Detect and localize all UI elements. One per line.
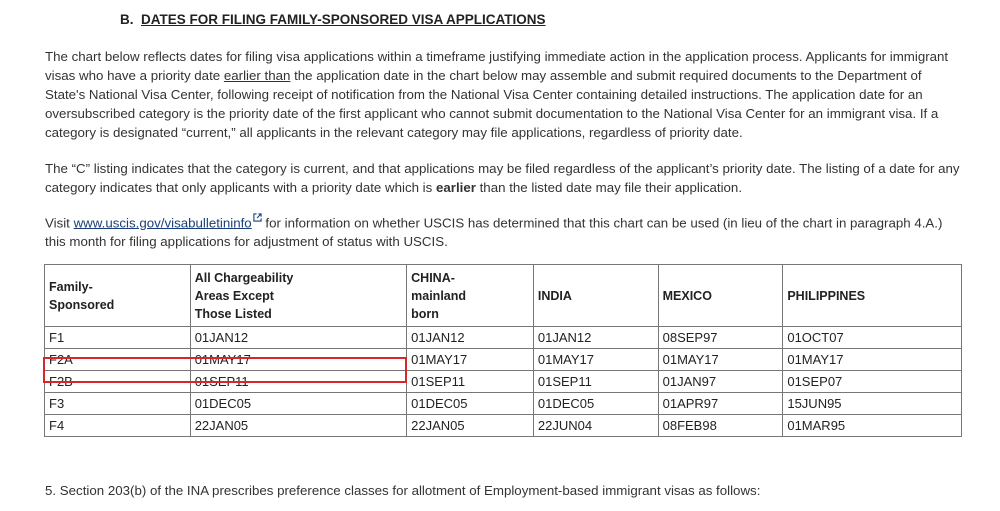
table-cell: 01MAY17 — [658, 349, 783, 371]
table-cell: 01MAY17 — [533, 349, 658, 371]
uscis-visa-bulletin-link[interactable]: www.uscis.gov/visabulletininfo — [73, 215, 252, 231]
table-cell: 01OCT07 — [783, 327, 962, 349]
header-line: Family- — [49, 279, 93, 294]
table-cell: 01DEC05 — [533, 393, 658, 415]
table-cell: 01MAY17 — [783, 349, 962, 371]
paragraph-current-listing — [45, 159, 965, 197]
header-line: All Chargeability — [194, 270, 294, 285]
header-line: mainland — [411, 288, 467, 303]
section-heading — [120, 12, 546, 27]
header-line: Those Listed — [194, 306, 272, 321]
table-cell: 22JUN04 — [533, 415, 658, 437]
paragraph-text: The chart below reflects dates for filing visa applications within a timeframe justifying immediate action in the application process. Applicants for immigrant visas who have a priority date — [45, 49, 949, 83]
table-cell: F2B — [45, 371, 191, 393]
table-cell: 22JAN05 — [407, 415, 534, 437]
table-cell: F3 — [45, 393, 191, 415]
table-cell: F2A — [45, 349, 191, 371]
header-family-sponsored — [45, 265, 191, 327]
external-link-icon — [253, 210, 262, 229]
footer-section-5: 5. Section 203(b) of the INA prescribes preference classes for allotment of Employment-based immigrant visas as follows: — [45, 483, 761, 498]
table-cell: 01DEC05 — [190, 393, 406, 415]
paragraph-text: than the listed date may file their application. — [475, 180, 743, 195]
header-all-chargeability — [190, 265, 406, 327]
table-cell: 01MAY17 — [407, 349, 534, 371]
table-row-f4 — [45, 415, 962, 437]
table-cell: 22JAN05 — [190, 415, 406, 437]
table-row-f2a — [45, 349, 962, 371]
table-cell: 01MAY17 — [190, 349, 406, 371]
header-philippines: PHILIPPINES — [783, 265, 962, 327]
underlined-earlier-than: earlier than — [223, 68, 291, 83]
paragraph-text: Visit — [45, 215, 74, 231]
table-cell: 01JAN12 — [407, 327, 534, 349]
header-mexico: MEXICO — [658, 265, 783, 327]
header-line: Sponsored — [49, 297, 115, 312]
table-cell: F4 — [45, 415, 191, 437]
header-line: born — [411, 306, 439, 321]
paragraph-text: The “C” listing indicates that the category is current, and that applications may be filed regardless of the applicant’s priority date. The listing of a date for any category indicates that only applicants with a priority date which is — [45, 161, 960, 195]
table-cell: 01MAR95 — [783, 415, 962, 437]
table-row-f3 — [45, 393, 962, 415]
table-row-f2b — [45, 371, 962, 393]
family-sponsored-dates-table — [44, 264, 962, 437]
table-cell: 15JUN95 — [783, 393, 962, 415]
table-cell: 01SEP11 — [190, 371, 406, 393]
table-cell: 01JAN12 — [190, 327, 406, 349]
paragraph-text: the application date in the chart below may assemble and submit required documents to the Department of State's National Visa Center, following receipt of notification from the National Visa Center containing detailed instructions. The application date for an oversubscribed category is the priority date of the first applicant who cannot submit documentation to the National Visa Center for an immigrant visa. If a category is designated “current,” all applicants in the relevant category may file applications, regardless of priority date. — [45, 68, 939, 140]
bold-earlier: earlier — [435, 180, 476, 195]
table-cell: 01JAN12 — [533, 327, 658, 349]
table-cell: 01APR97 — [658, 393, 783, 415]
header-china — [407, 265, 534, 327]
paragraph-text: for information on whether USCIS has determined that this chart can be used (in lieu of the chart in paragraph 4.A.) this month for filing applications for adjustment of status with USCIS. — [45, 215, 943, 250]
section-label: B. — [120, 12, 134, 27]
table-cell: 08SEP97 — [658, 327, 783, 349]
table-row-f1 — [45, 327, 962, 349]
paragraph-dates-for-filing — [45, 47, 965, 142]
header-india: INDIA — [533, 265, 658, 327]
table-cell: 08FEB98 — [658, 415, 783, 437]
table-cell: F1 — [45, 327, 191, 349]
table-cell: 01SEP11 — [407, 371, 534, 393]
header-line: Areas Except — [194, 288, 274, 303]
table-cell: 01SEP07 — [783, 371, 962, 393]
table-header-row — [45, 265, 962, 327]
header-line: CHINA- — [411, 270, 455, 285]
table-cell: 01DEC05 — [407, 393, 534, 415]
table-cell: 01JAN97 — [658, 371, 783, 393]
section-title: DATES FOR FILING FAMILY-SPONSORED VISA APPLICATIONS — [141, 12, 546, 27]
table-cell: 01SEP11 — [533, 371, 658, 393]
paragraph-uscis-visit — [45, 210, 965, 251]
